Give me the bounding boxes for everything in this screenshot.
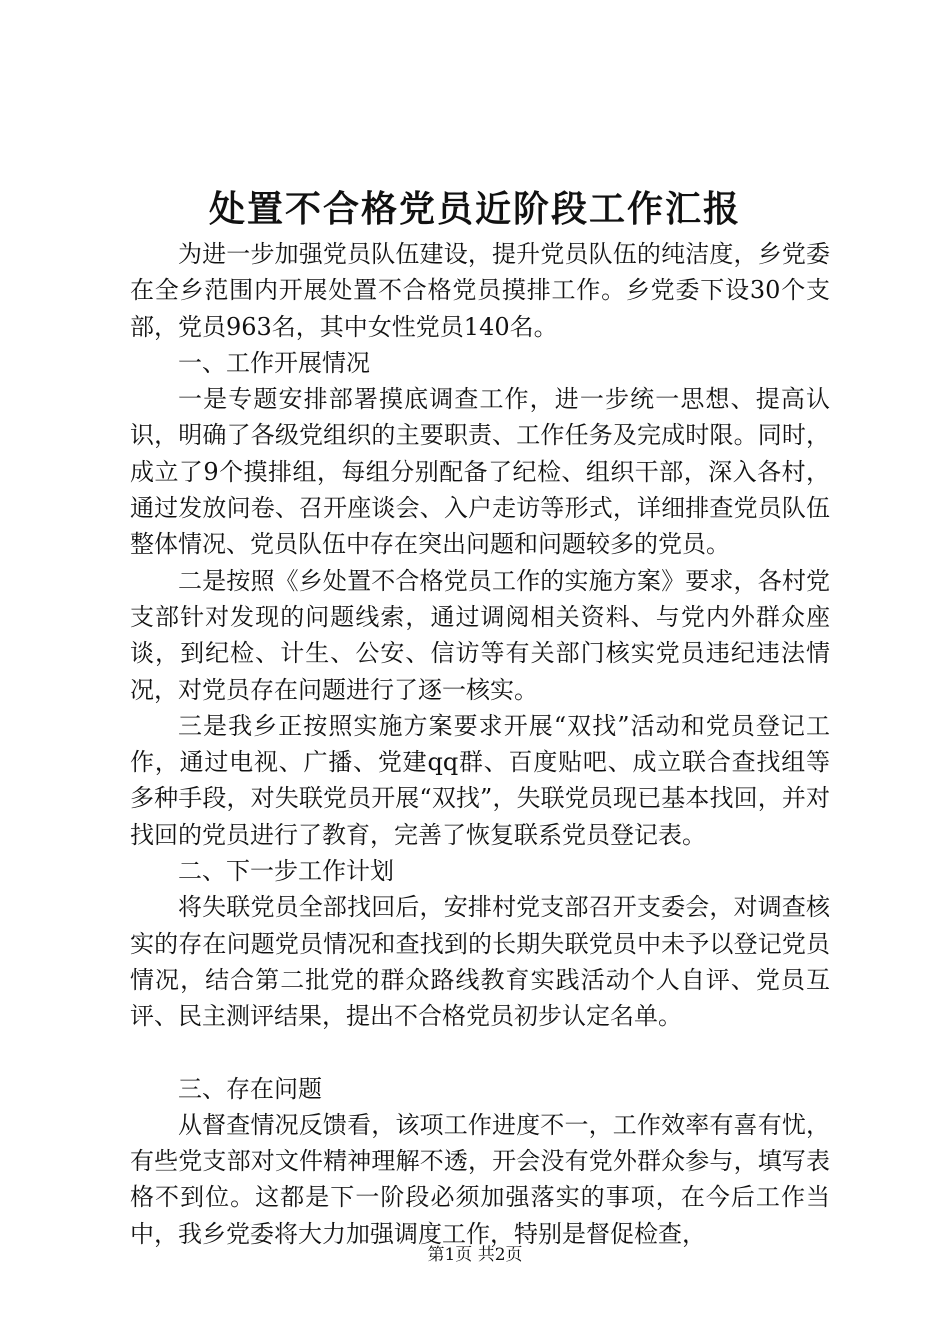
paragraph-intro: 为进一步加强党员队伍建设，提升党员队伍的纯洁度，乡党委在全乡范围内开展处置不合格党员摸排工作。乡党委下设30个支部，党员963名，其中女性党员140名。 xyxy=(130,240,830,341)
paragraph-plan: 将失联党员全部找回后，安排村党支部召开支委会，对调查核实的存在问题党员情况和查找到的长期失联党员中未予以登记党员情况，结合第二批党的群众路线教育实践活动个人自评、党员互评、民主测评结果，提出不合格党员初步认定名单。 xyxy=(130,893,830,1031)
section-heading-3: 三、存在问题 xyxy=(178,1074,322,1103)
paragraph-issues: 从督查情况反馈看，该项工作进度不一，工作效率有喜有忧，有些党支部对文件精神理解不透，开会没有党外群众参与，填写表格不到位。这都是下一阶段必须加强落实的事项，在今后工作当中，我乡党委将大力加强调度工作，特别是督促检查， xyxy=(130,1110,830,1248)
document-body xyxy=(130,236,830,1252)
paragraph-item-3: 三是我乡正按照实施方案要求开展“双找”活动和党员登记工作，通过电视、广播、党建qq群、百度贴吧、成立联合查找组等多种手段，对失联党员开展“双找”，失联党员现已基本找回，并对找回的党员进行了教育，完善了恢复联系党员登记表。 xyxy=(130,711,830,849)
section-heading-2: 二、下一步工作计划 xyxy=(178,857,394,886)
page-number-footer: 第1页 共2页 xyxy=(427,1245,523,1265)
section-heading-1: 一、工作开展情况 xyxy=(178,348,370,377)
document-title: 处置不合格党员近阶段工作汇报 xyxy=(208,188,741,230)
paragraph-item-1: 一是专题安排部署摸底调查工作，进一步统一思想、提高认识，明确了各级党组织的主要职责、工作任务及完成时限。同时，成立了9个摸排组，每组分别配备了纪检、组织干部，深入各村，通过发放问卷、召开座谈会、入户走访等形式，详细排查党员队伍整体情况、党员队伍中存在突出问题和问题较多的党员。 xyxy=(130,385,830,559)
paragraph-item-2: 二是按照《乡处置不合格党员工作的实施方案》要求，各村党支部针对发现的问题线索，通过调阅相关资料、与党内外群众座谈，到纪检、计生、公安、信访等有关部门核实党员违纪违法情况，对党员存在问题进行了逐一核实。 xyxy=(130,566,830,704)
